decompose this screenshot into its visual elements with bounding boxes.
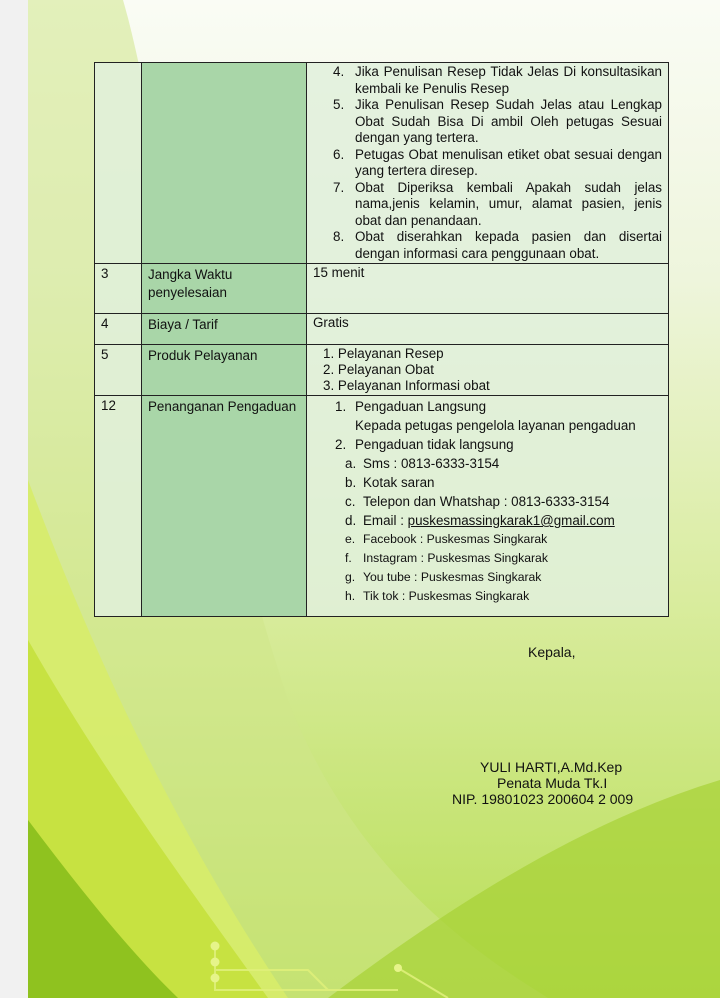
procedure-steps-cell — [307, 63, 669, 264]
contact-item: c. Telepon dan Whatshap : 0813-6333-3154 — [345, 494, 610, 509]
complaint-handling-cell — [307, 396, 669, 617]
row-number: 3 — [95, 264, 142, 314]
contact-item: e. Facebook : Puskesmas Singkarak — [345, 532, 548, 546]
table-row — [95, 314, 669, 345]
contact-item: a. Sms : 0813-6333-3154 — [345, 456, 500, 471]
contact-item: g. You tube : Puskesmas Singkarak — [345, 570, 542, 584]
list-item: 6. Petugas Obat menulisan etiket obat sesuai dengan yang tertera diresep. — [333, 146, 662, 178]
list-item: 7. Obat Diperiksa kembali Apakah sudah jelas nama,jenis kelamin, umur, alamat pasien, jenis obat dan penandaan. — [333, 179, 662, 228]
row-value: Gratis — [307, 314, 669, 345]
row-number-cell — [95, 63, 142, 264]
row-number: 12 — [95, 396, 142, 617]
service-table — [94, 62, 669, 617]
list-item: 5. Jika Penulisan Resep Sudah Jelas atau Lengkap Obat Sudah Bisa Di ambil Oleh petugas Sesuai dengan yang tertera. — [333, 97, 662, 145]
contact-item: h. Tik tok : Puskesmas Singkarak — [345, 589, 530, 603]
service-products-cell — [307, 345, 669, 396]
signatory-rank: Penata Muda Tk.I — [497, 775, 608, 791]
list-item: 1. Pengaduan Langsung — [335, 399, 487, 414]
list-item: 4. Jika Penulisan Resep Tidak Jelas Di konsultasikan kembali ke Penulis Resep — [333, 64, 662, 96]
row-label: Produk Pelayanan — [142, 345, 307, 396]
row-label: Penanganan Pengaduan — [142, 396, 307, 617]
contact-item: b. Kotak saran — [345, 475, 435, 490]
list-item: 1. Pelayanan Resep — [323, 346, 444, 361]
table-row — [95, 63, 669, 264]
table-row — [95, 345, 669, 396]
row-number: 5 — [95, 345, 142, 396]
row-value: 15 menit — [307, 264, 669, 314]
row-label: Jangka Waktu penyelesaian — [142, 264, 307, 314]
table-row — [95, 396, 669, 617]
document-page — [28, 0, 720, 998]
row-label-cell — [142, 63, 307, 264]
signature-title: Kepala, — [528, 644, 576, 660]
table-row — [95, 264, 669, 314]
list-item: 8. Obat diserahkan kepada pasien dan disertai dengan informasi cara penggunaan obat. — [333, 229, 662, 261]
procedure-steps-list — [313, 64, 662, 262]
row-number: 4 — [95, 314, 142, 345]
list-item: 2. Pengaduan tidak langsung — [335, 437, 514, 452]
row-label: Biaya / Tarif — [142, 314, 307, 345]
signatory-nip: NIP. 19801023 200604 2 009 — [452, 791, 634, 807]
list-item: 3. Pelayanan Informasi obat — [323, 378, 490, 393]
signatory-name: YULI HARTI,A.Md.Kep — [480, 759, 623, 775]
contact-item: d. Email : puskesmassingkarak1@gmail.com — [345, 513, 615, 528]
contact-item: f. Instagram : Puskesmas Singkarak — [345, 551, 548, 565]
email-link[interactable]: puskesmassingkarak1@gmail.com — [407, 513, 615, 528]
list-item: 2. Pelayanan Obat — [323, 362, 434, 377]
list-item-detail: Kepada petugas pengelola layanan pengaduan — [355, 418, 636, 433]
